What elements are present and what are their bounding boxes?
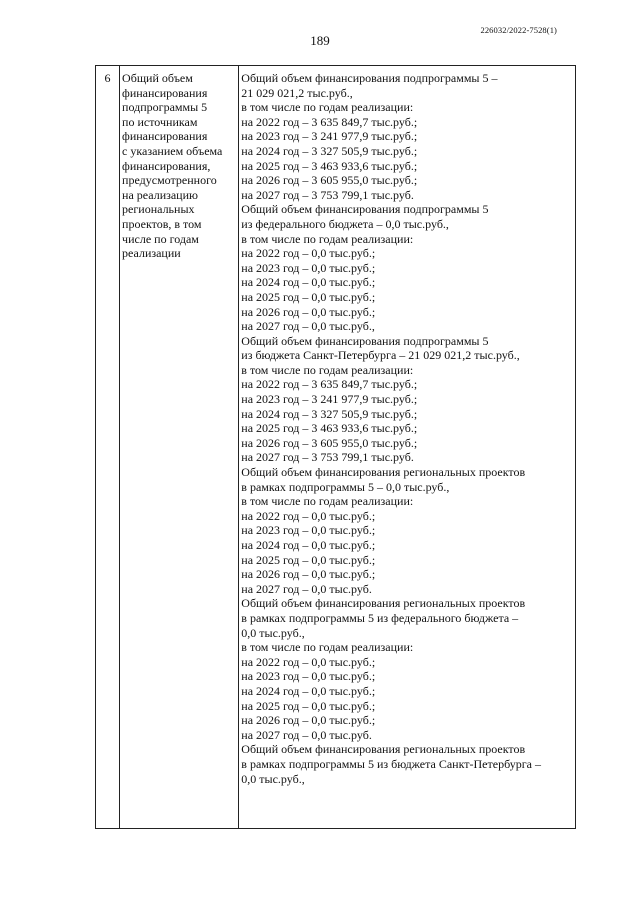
content-line: на 2022 год – 3 635 849,7 тыс.руб.; (241, 114, 418, 129)
content-line: на 2025 год – 3 463 933,6 тыс.руб.; (241, 158, 418, 173)
content-line: на 2023 год – 3 241 977,9 тыс.руб.; (241, 129, 418, 144)
label-line: реализации (122, 246, 181, 261)
label-line: проектов, в том (122, 216, 202, 231)
funding-table (95, 65, 576, 829)
content-line: на 2026 год – 0,0 тыс.руб.; (241, 713, 376, 728)
content-line: на 2024 год – 0,0 тыс.руб.; (241, 275, 376, 290)
content-line: 21 029 021,2 тыс.руб., (241, 85, 353, 100)
content-line: в том числе по годам реализации: (241, 494, 414, 509)
content-line: на 2026 год – 0,0 тыс.руб.; (241, 304, 376, 319)
content-line: на 2023 год – 0,0 тыс.руб.; (241, 523, 376, 538)
label-line: финансирования (122, 129, 208, 144)
content-line: 0,0 тыс.руб., (241, 625, 305, 640)
content-line: в рамках подпрограммы 5 – 0,0 тыс.руб., (241, 479, 450, 494)
label-line: финансирования, (122, 158, 211, 173)
content-line: Общий объем финансирования региональных проектов (241, 465, 526, 480)
row-label-cell (120, 66, 239, 829)
label-line: с указанием объема (122, 143, 223, 158)
content-line: на 2024 год – 3 327 505,9 тыс.руб.; (241, 406, 418, 421)
label-line: на реализацию (122, 187, 198, 202)
content-line: 0,0 тыс.руб., (241, 771, 305, 786)
content-line: из федерального бюджета – 0,0 тыс.руб., (241, 216, 449, 231)
label-line: подпрограммы 5 (122, 100, 208, 115)
content-line: из бюджета Санкт-Петербурга – 21 029 021,2 тыс.руб., (241, 348, 520, 363)
content-line: в том числе по годам реализации: (241, 362, 414, 377)
content-line: на 2022 год – 3 635 849,7 тыс.руб.; (241, 377, 418, 392)
content-line: на 2025 год – 0,0 тыс.руб.; (241, 289, 376, 304)
content-line: на 2027 год – 0,0 тыс.руб., (241, 319, 375, 334)
label-line: Общий объем (122, 71, 193, 85)
content-line: на 2023 год – 0,0 тыс.руб.; (241, 669, 376, 684)
content-line: на 2022 год – 0,0 тыс.руб.; (241, 246, 376, 261)
content-line: на 2022 год – 0,0 тыс.руб.; (241, 654, 376, 669)
row-number: 6 (104, 71, 111, 85)
content-line: на 2027 год – 0,0 тыс.руб. (241, 581, 372, 596)
row-number-cell (96, 66, 120, 829)
label-line: по источникам (122, 114, 198, 129)
content-line: на 2026 год – 0,0 тыс.руб.; (241, 567, 376, 582)
content-line: на 2024 год – 0,0 тыс.руб.; (241, 683, 376, 698)
content-line: на 2024 год – 0,0 тыс.руб.; (241, 538, 376, 552)
content-line: в рамках подпрограммы 5 из бюджета Санкт-Петербурга – (241, 756, 541, 771)
content-line: на 2023 год – 0,0 тыс.руб.; (241, 260, 376, 275)
table-row (96, 66, 576, 829)
content-line: на 2022 год – 0,0 тыс.руб.; (241, 508, 376, 523)
row-label (122, 71, 236, 261)
content-line: на 2024 год – 3 327 505,9 тыс.руб.; (241, 143, 418, 158)
content-line: Общий объем финансирования подпрограммы 5 – (241, 71, 498, 85)
content-line: в том числе по годам реализации: (241, 640, 414, 655)
content-line: на 2027 год – 0,0 тыс.руб. (241, 727, 372, 742)
label-line: числе по годам (122, 231, 199, 246)
document-code: 226032/2022-7528(1) (480, 25, 557, 35)
row-content-cell (239, 66, 576, 829)
label-line: региональных (122, 202, 195, 217)
content-line: Общий объем финансирования региональных проектов (241, 742, 526, 757)
content-line: на 2027 год – 3 753 799,1 тыс.руб. (241, 187, 414, 202)
content-line: в том числе по годам реализации: (241, 231, 414, 246)
content-line: на 2026 год – 3 605 955,0 тыс.руб.; (241, 173, 418, 188)
page-number: 189 (310, 33, 330, 48)
content-line: на 2027 год – 3 753 799,1 тыс.руб. (241, 450, 414, 465)
row-content (241, 71, 573, 786)
content-line: на 2025 год – 3 463 933,6 тыс.руб.; (241, 421, 418, 436)
content-line: в рамках подпрограммы 5 из федерального бюджета – (241, 610, 519, 625)
content-line: Общий объем финансирования подпрограммы 5 (241, 333, 489, 348)
content-line: Общий объем финансирования подпрограммы 5 (241, 202, 489, 217)
content-line: на 2026 год – 3 605 955,0 тыс.руб.; (241, 435, 418, 450)
content-line: на 2023 год – 3 241 977,9 тыс.руб.; (241, 392, 418, 407)
content-line: на 2025 год – 0,0 тыс.руб.; (241, 698, 376, 713)
label-line: предусмотренного (122, 173, 217, 188)
label-line: финансирования (122, 85, 208, 100)
content-line: на 2025 год – 0,0 тыс.руб.; (241, 552, 376, 567)
content-line: в том числе по годам реализации: (241, 100, 414, 115)
content-line: Общий объем финансирования региональных проектов (241, 596, 526, 611)
